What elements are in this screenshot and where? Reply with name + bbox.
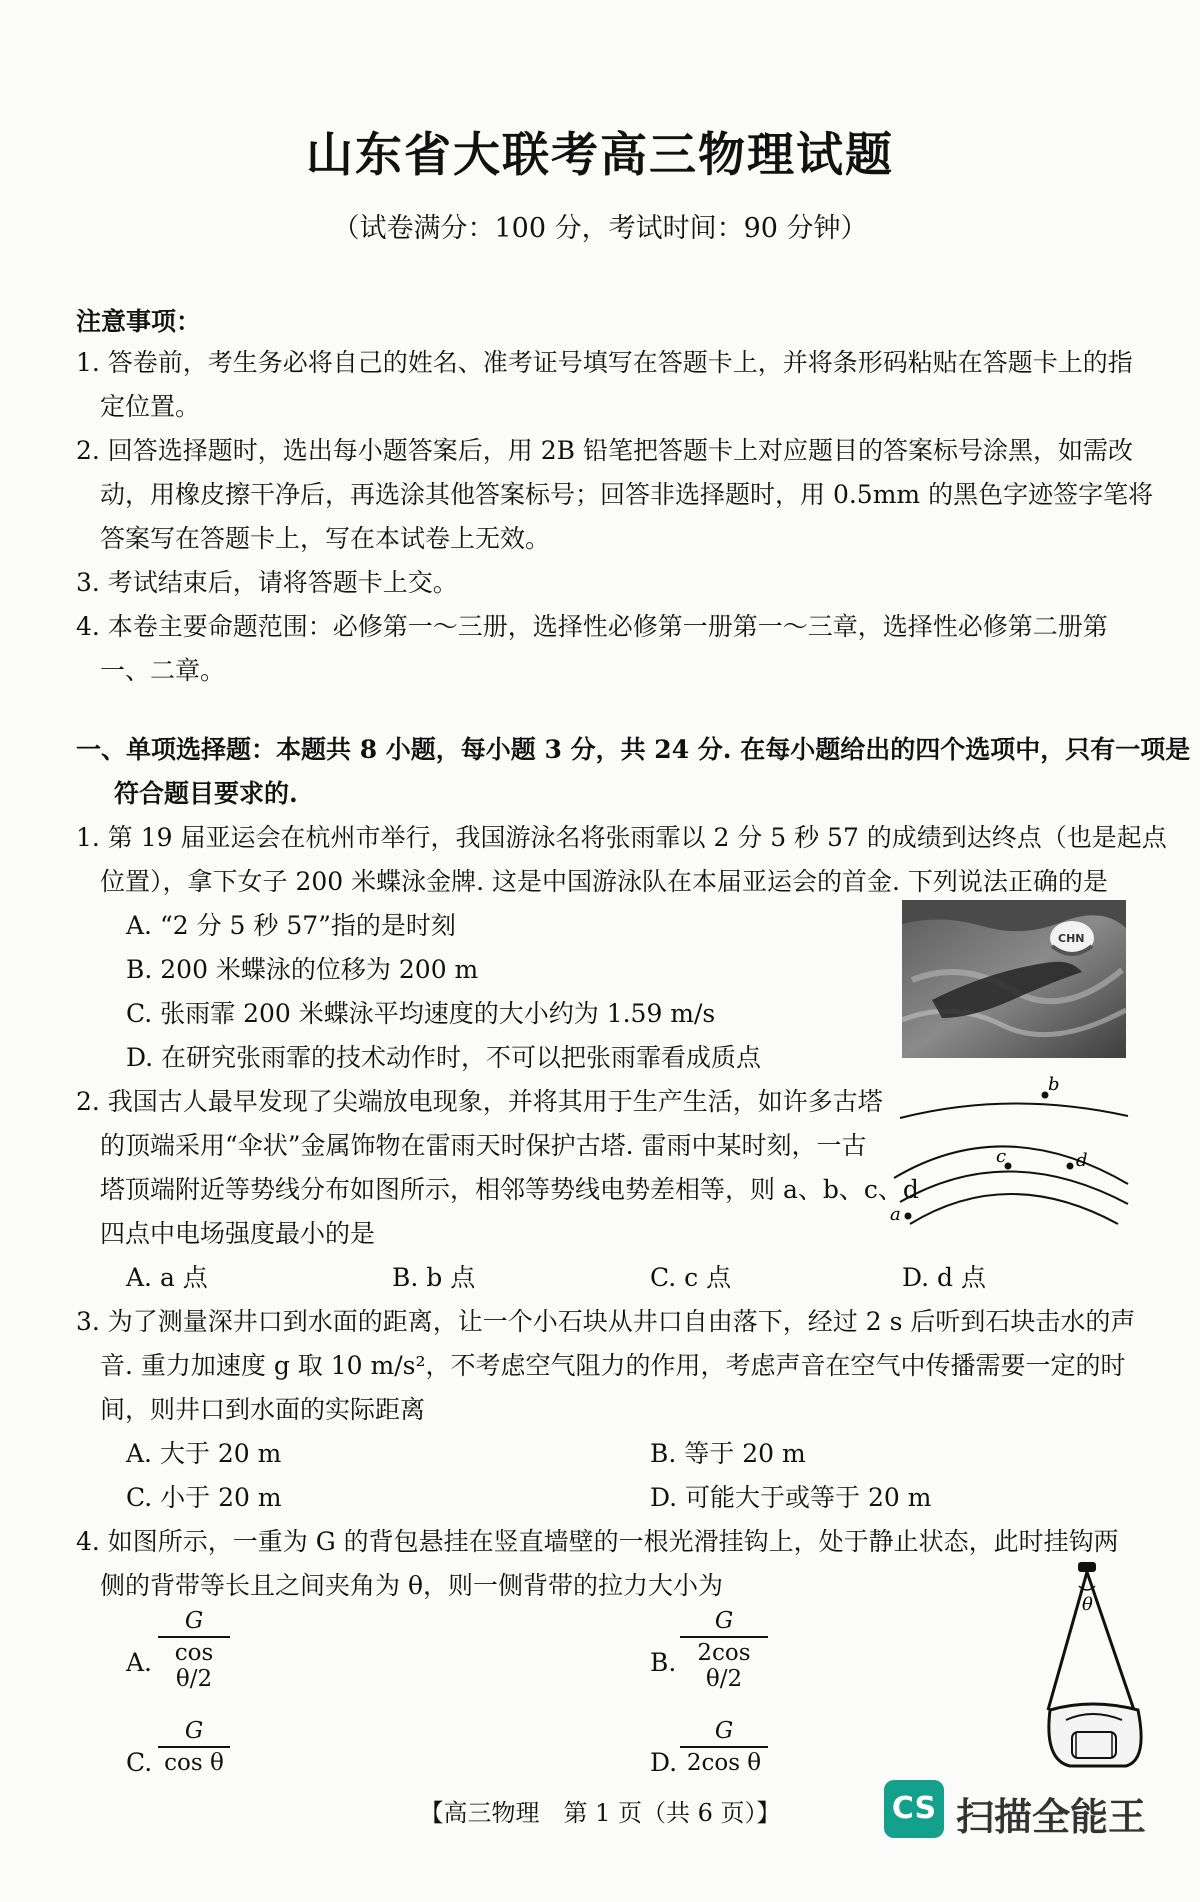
q3-stem-line-3: 间，则井口到水面的实际距离 bbox=[100, 1395, 426, 1424]
notice-item-1-line-2: 定位置。 bbox=[100, 392, 201, 421]
equipotential-line-3 bbox=[900, 1171, 1128, 1204]
q4-option-b-numerator: G bbox=[714, 1608, 734, 1634]
notice-item-4-line-1: 4. 本卷主要命题范围：必修第一～三册，选择性必修第一册第一～三章，选择性必修第二册第 bbox=[76, 612, 1108, 641]
strap-left bbox=[1048, 1572, 1087, 1710]
notice-item-2-line-3: 答案写在答题卡上，写在本试卷上无效。 bbox=[100, 524, 551, 553]
q1-option-a: A. “2 分 5 秒 57”指的是时刻 bbox=[126, 911, 456, 940]
hook-icon bbox=[1078, 1562, 1096, 1572]
q3-option-d: D. 可能大于或等于 20 m bbox=[650, 1483, 932, 1512]
q4-option-b-fraction bbox=[680, 1608, 768, 1692]
q4-stem-line-1: 4. 如图所示，一重为 G 的背包悬挂在竖直墙壁的一根光滑挂钩上，处于静止状态，此时挂钩两 bbox=[76, 1527, 1119, 1556]
label-a: a bbox=[890, 1204, 901, 1225]
notice-item-1-line-1: 1. 答卷前，考生务必将自己的姓名、准考证号填写在答题卡上，并将条形码粘贴在答题卡上的指 bbox=[76, 348, 1133, 377]
q4-option-c-denominator: cos θ bbox=[164, 1750, 224, 1776]
strap-right bbox=[1087, 1572, 1134, 1710]
q4-option-c-letter: C. bbox=[126, 1748, 153, 1777]
q3-stem-line-2: 音. 重力加速度 g 取 10 m/s²，不考虑空气阻力的作用，考虑声音在空气中传播需要一定的时 bbox=[100, 1351, 1126, 1380]
q1-option-d: D. 在研究张雨霏的技术动作时，不可以把张雨霏看成质点 bbox=[126, 1043, 762, 1072]
label-d: d bbox=[1076, 1150, 1088, 1171]
point-a bbox=[905, 1213, 912, 1220]
q4-option-c-fraction bbox=[158, 1718, 230, 1776]
point-d bbox=[1067, 1163, 1074, 1170]
q1-option-b: B. 200 米蝶泳的位移为 200 m bbox=[126, 955, 479, 984]
q4-option-b-letter: B. bbox=[650, 1648, 677, 1677]
q4-option-a-fraction bbox=[158, 1608, 230, 1692]
q1-stem-line-2: 位置），拿下女子 200 米蝶泳金牌. 这是中国游泳队在本届亚运会的首金. 下列说法正确的是 bbox=[100, 867, 1108, 896]
q4-stem-line-2: 侧的背带等长且之间夹角为 θ，则一侧背带的拉力大小为 bbox=[100, 1571, 724, 1600]
theta-label: θ bbox=[1082, 1594, 1093, 1615]
q3-option-c: C. 小于 20 m bbox=[126, 1483, 282, 1512]
q2-stem-line-3: 塔顶端附近等势线分布如图所示，相邻等势线电势差相等，则 a、b、c、d bbox=[100, 1175, 919, 1204]
swim-cap-text: CHN bbox=[1058, 932, 1085, 945]
exam-title: 山东省大联考高三物理试题 bbox=[306, 128, 894, 183]
q2-stem-line-1: 2. 我国古人最早发现了尖端放电现象，并将其用于生产生活，如许多古塔 bbox=[76, 1087, 883, 1116]
equipotential-diagram bbox=[880, 1074, 1130, 1236]
q4-option-d-fraction bbox=[680, 1718, 768, 1776]
q4-option-d-letter: D. bbox=[650, 1748, 678, 1777]
q4-option-a-denominator: cos θ/2 bbox=[174, 1640, 214, 1692]
q2-option-b: B. b 点 bbox=[392, 1263, 476, 1292]
q3-option-a: A. 大于 20 m bbox=[126, 1439, 282, 1468]
q2-option-a: A. a 点 bbox=[126, 1263, 208, 1292]
q2-option-c: C. c 点 bbox=[650, 1263, 732, 1292]
notice-item-4-line-2: 一、二章。 bbox=[100, 656, 226, 685]
camscanner-watermark bbox=[884, 1780, 1170, 1840]
q2-stem-line-4: 四点中电场强度最小的是 bbox=[100, 1219, 376, 1248]
q4-option-a-letter: A. bbox=[126, 1648, 153, 1677]
notice-item-3: 3. 考试结束后，请将答题卡上交。 bbox=[76, 568, 458, 597]
q4-option-d-denominator: 2cos θ bbox=[686, 1750, 762, 1776]
q3-option-b: B. 等于 20 m bbox=[650, 1439, 806, 1468]
backpack-diagram bbox=[1030, 1560, 1170, 1770]
section-1-heading-line-2: 符合题目要求的. bbox=[114, 779, 298, 808]
q2-option-d: D. d 点 bbox=[902, 1263, 986, 1292]
q4-option-c-numerator: G bbox=[184, 1718, 204, 1744]
equipotential-line-outer bbox=[900, 1103, 1128, 1118]
q4-option-a-numerator: G bbox=[184, 1608, 204, 1634]
notice-item-2-line-2: 动，用橡皮擦干净后，再选涂其他答案标号；回答非选择题时，用 0.5mm 的黑色字迹签字笔将 bbox=[100, 480, 1154, 509]
label-b: b bbox=[1048, 1074, 1060, 1095]
page-footer: 【高三物理 第 1 页（共 6 页）】 bbox=[419, 1799, 781, 1827]
q4-option-d-numerator: G bbox=[714, 1718, 734, 1744]
camscanner-text: 扫描全能王 bbox=[956, 1795, 1147, 1839]
notice-item-2-line-1: 2. 回答选择题时，选出每小题答案后，用 2B 铅笔把答题卡上对应题目的答案标号涂黑，如需改 bbox=[76, 436, 1133, 465]
q1-option-c: C. 张雨霏 200 米蝶泳平均速度的大小约为 1.59 m/s bbox=[126, 999, 716, 1028]
section-1-heading-line-1: 一、单项选择题：本题共 8 小题，每小题 3 分，共 24 分. 在每小题给出的四个选项中，只有一项是 bbox=[76, 735, 1191, 764]
q1-stem-line-1: 1. 第 19 届亚运会在杭州市举行，我国游泳名将张雨霏以 2 分 5 秒 57 的成绩到达终点（也是起点 bbox=[76, 823, 1167, 852]
q4-option-b-denominator: 2cos θ/2 bbox=[697, 1640, 751, 1692]
swimmer-photo bbox=[902, 900, 1126, 1058]
q2-stem-line-2: 的顶端采用“伞状”金属饰物在雷雨天时保护古塔. 雷雨中某时刻，一古 bbox=[100, 1131, 867, 1160]
notice-heading: 注意事项： bbox=[76, 307, 202, 336]
q3-stem-line-1: 3. 为了测量深井口到水面的距离，让一个小石块从井口自由落下，经过 2 s 后听到石块击水的声 bbox=[76, 1307, 1136, 1336]
camscanner-logo-icon: CS bbox=[884, 1780, 944, 1838]
equipotential-line-inner bbox=[910, 1194, 1118, 1224]
label-c: c bbox=[996, 1146, 1007, 1167]
exam-subtitle: （试卷满分：100 分，考试时间：90 分钟） bbox=[332, 213, 868, 244]
